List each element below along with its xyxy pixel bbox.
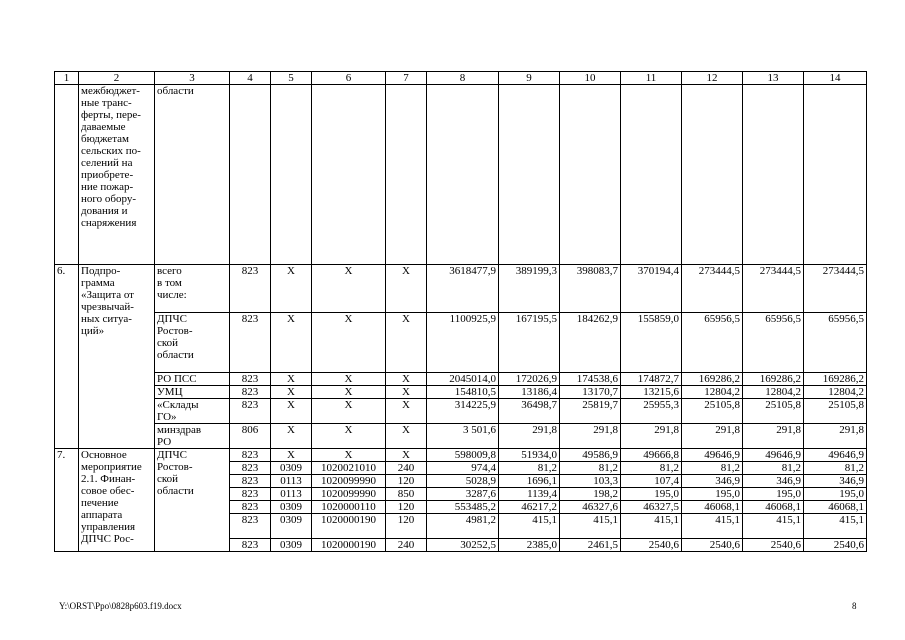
header-cell: 1 <box>55 72 79 85</box>
budget-table <box>54 71 867 552</box>
header-cell: 3 <box>155 72 230 85</box>
value-cell: 0309 <box>271 539 312 552</box>
value-cell: 273444,5 <box>743 265 804 313</box>
value-cell: 1139,4 <box>499 488 560 501</box>
org-cell: ДПЧС Ростов- ской области <box>155 313 230 373</box>
org-cell: минздрав РО <box>155 424 230 449</box>
value-cell: X <box>271 265 312 313</box>
value-cell: 169286,2 <box>743 373 804 386</box>
value-cell: 81,2 <box>560 462 621 475</box>
value-cell: 2461,5 <box>560 539 621 552</box>
item-name-cell: Основное мероприятие 2.1. Финан- совое обес- печение аппарата управления ДПЧС Рос- <box>79 449 155 552</box>
value-cell: 13170,7 <box>560 386 621 399</box>
value-cell: 1020099990 <box>312 488 386 501</box>
value-cell: 823 <box>230 539 271 552</box>
value-cell: 314225,9 <box>427 399 499 424</box>
value-cell <box>743 85 804 265</box>
value-cell <box>386 85 427 265</box>
value-cell: 12804,2 <box>804 386 867 399</box>
value-cell: 5028,9 <box>427 475 499 488</box>
org-cell: РО ПСС <box>155 373 230 386</box>
value-cell: X <box>312 265 386 313</box>
value-cell: X <box>386 424 427 449</box>
value-cell: 25105,8 <box>682 399 743 424</box>
header-cell: 10 <box>560 72 621 85</box>
value-cell: 346,9 <box>682 475 743 488</box>
value-cell: X <box>386 373 427 386</box>
value-cell <box>804 85 867 265</box>
footer-file-path: Y:\ORST\Ppo\0828p603.f19.docx <box>59 601 182 611</box>
value-cell: 291,8 <box>682 424 743 449</box>
value-cell: X <box>386 265 427 313</box>
header-cell: 12 <box>682 72 743 85</box>
value-cell: 36498,7 <box>499 399 560 424</box>
value-cell: 46068,1 <box>682 501 743 514</box>
value-cell: 823 <box>230 462 271 475</box>
header-cell: 6 <box>312 72 386 85</box>
value-cell: 195,0 <box>682 488 743 501</box>
value-cell: X <box>271 386 312 399</box>
header-cell: 2 <box>79 72 155 85</box>
value-cell: 823 <box>230 386 271 399</box>
header-cell: 14 <box>804 72 867 85</box>
value-cell: 1020000110 <box>312 501 386 514</box>
value-cell: 0309 <box>271 462 312 475</box>
value-cell: 370194,4 <box>621 265 682 313</box>
value-cell: X <box>312 373 386 386</box>
value-cell: 195,0 <box>743 488 804 501</box>
value-cell: 30252,5 <box>427 539 499 552</box>
value-cell: X <box>386 449 427 462</box>
header-cell: 9 <box>499 72 560 85</box>
value-cell: 103,3 <box>560 475 621 488</box>
value-cell: 195,0 <box>804 488 867 501</box>
value-cell: X <box>312 424 386 449</box>
value-cell: 3287,6 <box>427 488 499 501</box>
value-cell: X <box>271 313 312 373</box>
value-cell: 598009,8 <box>427 449 499 462</box>
item-name-cell: Подпро- грамма «Защита от чрезвычай- ных ситуа- ций» <box>79 265 155 449</box>
value-cell: 1020099990 <box>312 475 386 488</box>
value-cell: 120 <box>386 501 427 514</box>
value-cell: 167195,5 <box>499 313 560 373</box>
value-cell: 25819,7 <box>560 399 621 424</box>
value-cell: 12804,2 <box>682 386 743 399</box>
value-cell: 398083,7 <box>560 265 621 313</box>
value-cell: 65956,5 <box>804 313 867 373</box>
value-cell: 823 <box>230 449 271 462</box>
table-row <box>55 265 867 313</box>
value-cell <box>499 85 560 265</box>
value-cell: 49586,9 <box>560 449 621 462</box>
value-cell: 49646,9 <box>682 449 743 462</box>
value-cell <box>312 85 386 265</box>
org-cell: всего в том числе: <box>155 265 230 313</box>
value-cell: 415,1 <box>499 514 560 539</box>
value-cell: 0309 <box>271 514 312 539</box>
value-cell: 850 <box>386 488 427 501</box>
value-cell: 3 501,6 <box>427 424 499 449</box>
value-cell: X <box>271 449 312 462</box>
value-cell: 81,2 <box>499 462 560 475</box>
table-row <box>55 386 867 399</box>
value-cell: 823 <box>230 475 271 488</box>
header-cell: 4 <box>230 72 271 85</box>
value-cell: 2045014,0 <box>427 373 499 386</box>
header-cell: 13 <box>743 72 804 85</box>
value-cell: 346,9 <box>743 475 804 488</box>
value-cell: 25955,3 <box>621 399 682 424</box>
value-cell: X <box>386 313 427 373</box>
value-cell: 806 <box>230 424 271 449</box>
value-cell: 415,1 <box>804 514 867 539</box>
value-cell: 273444,5 <box>682 265 743 313</box>
value-cell: 12804,2 <box>743 386 804 399</box>
value-cell: 415,1 <box>621 514 682 539</box>
value-cell: 291,8 <box>621 424 682 449</box>
item-name-cell: межбюджет- ные транс- ферты, пере- даваемые бюджетам сельских по- селений на приобрете- ние пожар- ного обору- дования и снаряжения <box>79 85 155 265</box>
value-cell <box>621 85 682 265</box>
value-cell: 49646,9 <box>743 449 804 462</box>
value-cell: 974,4 <box>427 462 499 475</box>
value-cell: 291,8 <box>743 424 804 449</box>
page-number: 8 <box>852 601 857 611</box>
value-cell: 46068,1 <box>743 501 804 514</box>
value-cell: 81,2 <box>682 462 743 475</box>
value-cell: 291,8 <box>499 424 560 449</box>
value-cell: 2385,0 <box>499 539 560 552</box>
value-cell: 415,1 <box>682 514 743 539</box>
value-cell: 81,2 <box>743 462 804 475</box>
header-row <box>55 72 867 85</box>
value-cell: 389199,3 <box>499 265 560 313</box>
value-cell: 13186,4 <box>499 386 560 399</box>
value-cell: 2540,6 <box>804 539 867 552</box>
value-cell <box>682 85 743 265</box>
value-cell: 174872,7 <box>621 373 682 386</box>
value-cell <box>560 85 621 265</box>
value-cell: 49666,8 <box>621 449 682 462</box>
value-cell: 1020000190 <box>312 514 386 539</box>
table-row <box>55 373 867 386</box>
value-cell: X <box>312 449 386 462</box>
org-cell: области <box>155 85 230 265</box>
value-cell: X <box>386 399 427 424</box>
org-cell: «Склады ГО» <box>155 399 230 424</box>
value-cell: 169286,2 <box>804 373 867 386</box>
value-cell: 0113 <box>271 488 312 501</box>
value-cell: X <box>271 373 312 386</box>
value-cell: 823 <box>230 373 271 386</box>
org-cell: ДПЧС Ростов- ской области <box>155 449 230 552</box>
value-cell: 273444,5 <box>804 265 867 313</box>
value-cell: 120 <box>386 514 427 539</box>
value-cell: X <box>271 424 312 449</box>
header-cell: 11 <box>621 72 682 85</box>
org-cell: УМЦ <box>155 386 230 399</box>
value-cell: 823 <box>230 501 271 514</box>
value-cell: 198,2 <box>560 488 621 501</box>
value-cell: 0113 <box>271 475 312 488</box>
value-cell: 174538,6 <box>560 373 621 386</box>
value-cell <box>271 85 312 265</box>
value-cell: 2540,6 <box>621 539 682 552</box>
number-cell: 7. <box>55 449 79 552</box>
value-cell: 1020000190 <box>312 539 386 552</box>
value-cell: 291,8 <box>560 424 621 449</box>
value-cell: 823 <box>230 399 271 424</box>
value-cell: 13215,6 <box>621 386 682 399</box>
value-cell <box>427 85 499 265</box>
value-cell: 823 <box>230 265 271 313</box>
value-cell: 25105,8 <box>804 399 867 424</box>
value-cell: 195,0 <box>621 488 682 501</box>
value-cell: 169286,2 <box>682 373 743 386</box>
value-cell: 553485,2 <box>427 501 499 514</box>
value-cell: 107,4 <box>621 475 682 488</box>
value-cell: 46217,2 <box>499 501 560 514</box>
value-cell: 81,2 <box>621 462 682 475</box>
number-cell: 6. <box>55 265 79 449</box>
value-cell: 25105,8 <box>743 399 804 424</box>
value-cell: 2540,6 <box>682 539 743 552</box>
value-cell: 49646,9 <box>804 449 867 462</box>
value-cell: 240 <box>386 462 427 475</box>
value-cell <box>230 85 271 265</box>
value-cell: 184262,9 <box>560 313 621 373</box>
value-cell: 46068,1 <box>804 501 867 514</box>
number-cell <box>55 85 79 265</box>
table-row <box>55 449 867 462</box>
table-row <box>55 399 867 424</box>
value-cell: X <box>312 313 386 373</box>
header-cell: 7 <box>386 72 427 85</box>
value-cell: 51934,0 <box>499 449 560 462</box>
value-cell: X <box>312 386 386 399</box>
value-cell: 240 <box>386 539 427 552</box>
value-cell: 415,1 <box>743 514 804 539</box>
value-cell: 823 <box>230 313 271 373</box>
value-cell: 155859,0 <box>621 313 682 373</box>
value-cell: 1696,1 <box>499 475 560 488</box>
value-cell: 3618477,9 <box>427 265 499 313</box>
value-cell: 415,1 <box>560 514 621 539</box>
value-cell: 65956,5 <box>682 313 743 373</box>
table-row <box>55 313 867 373</box>
value-cell: 4981,2 <box>427 514 499 539</box>
value-cell: 120 <box>386 475 427 488</box>
value-cell: 1100925,9 <box>427 313 499 373</box>
value-cell: 81,2 <box>804 462 867 475</box>
value-cell: X <box>312 399 386 424</box>
value-cell: 1020021010 <box>312 462 386 475</box>
value-cell: 2540,6 <box>743 539 804 552</box>
value-cell: 154810,5 <box>427 386 499 399</box>
value-cell: X <box>386 386 427 399</box>
value-cell: 346,9 <box>804 475 867 488</box>
value-cell: 823 <box>230 514 271 539</box>
header-cell: 8 <box>427 72 499 85</box>
value-cell: 291,8 <box>804 424 867 449</box>
value-cell: 46327,6 <box>560 501 621 514</box>
table-row <box>55 85 867 265</box>
value-cell: 172026,9 <box>499 373 560 386</box>
value-cell: 0309 <box>271 501 312 514</box>
value-cell: 823 <box>230 488 271 501</box>
header-cell: 5 <box>271 72 312 85</box>
table-row <box>55 424 867 449</box>
value-cell: X <box>271 399 312 424</box>
value-cell: 46327,5 <box>621 501 682 514</box>
value-cell: 65956,5 <box>743 313 804 373</box>
